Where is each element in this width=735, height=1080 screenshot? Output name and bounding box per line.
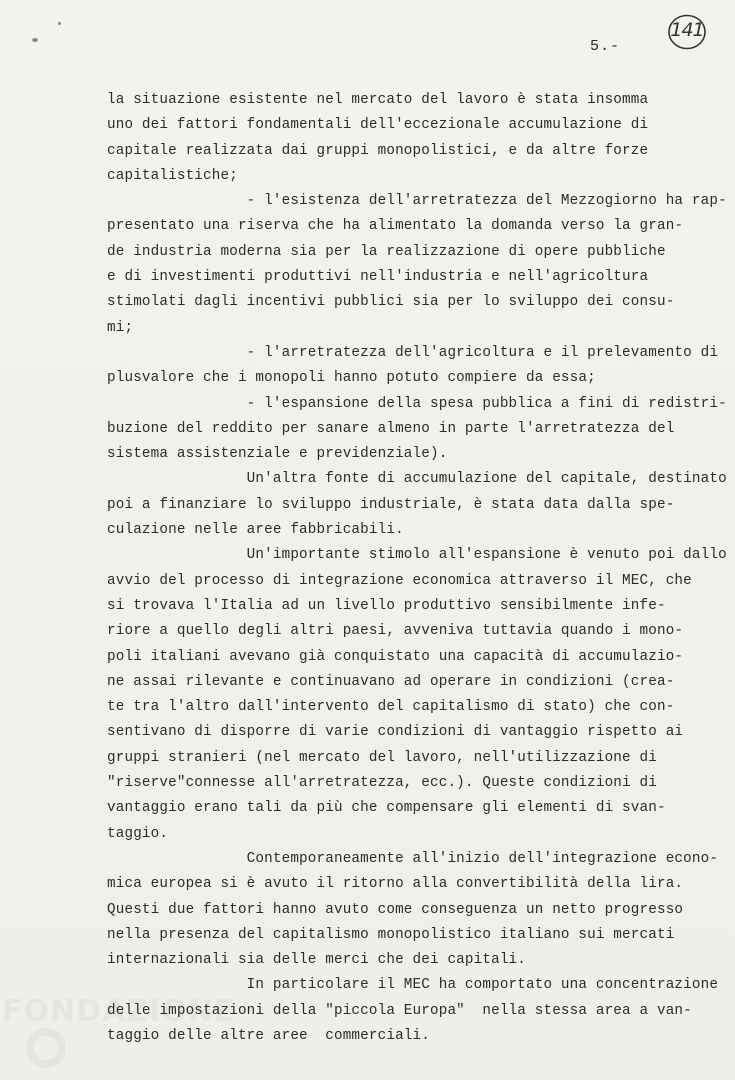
page-number: 5.- — [590, 38, 621, 55]
text-line: "riserve"connesse all'arretratezza, ecc.). Queste condizioni di — [107, 775, 657, 792]
ink-speck — [58, 22, 61, 25]
text-line: de industria moderna sia per la realizzazione di opere pubbliche — [107, 243, 666, 260]
text-line: - l'arretratezza dell'agricoltura e il prelevamento di — [107, 344, 719, 361]
text-line: mica europea si è avuto il ritorno alla convertibilità della lira. — [107, 876, 684, 893]
watermark-logo-icon — [26, 1028, 66, 1068]
text-line: Contemporaneamente all'inizio dell'integrazione econo- — [107, 850, 719, 867]
text-line: capitale realizzata dai gruppi monopolistici, e da altre forze — [107, 142, 649, 159]
typed-text-body — [107, 88, 727, 1049]
text-line: la situazione esistente nel mercato del lavoro è stata insomma — [107, 92, 649, 108]
text-line: poli italiani avevano già conquistato una capacità di accumulazio- — [107, 648, 684, 665]
text-line: - l'espansione della spesa pubblica a fini di redistri- — [107, 395, 727, 412]
text-line: internazionali sia delle merci che dei capitali. — [107, 952, 527, 969]
text-line: poi a finanziare lo sviluppo industriale, è stata data dalla spe- — [107, 496, 675, 513]
text-line: culazione nelle aree fabbricabili. — [107, 522, 404, 539]
text-line: Un'altra fonte di accumulazione del capitale, destinato — [107, 471, 727, 488]
text-line: taggio delle altre aree commerciali. — [107, 1027, 430, 1044]
text-line: - l'esistenza dell'arretratezza del Mezzogiorno ha rap- — [107, 193, 727, 210]
text-line: Un'importante stimolo all'espansione è venuto poi dallo — [107, 547, 727, 564]
text-line: stimolati dagli incentivi pubblici sia per lo sviluppo dei consu- — [107, 294, 675, 311]
text-line: plusvalore che i monopoli hanno potuto compiere da essa; — [107, 370, 596, 387]
text-line: In particolare il MEC ha comportato una concentrazione — [107, 977, 719, 994]
text-line: taggio. — [107, 825, 169, 842]
text-line: capitalistiche; — [107, 167, 238, 184]
text-line: riore a quello degli altri paesi, avveniva tuttavia quando i mono- — [107, 623, 684, 640]
text-line: avvio del processo di integrazione economica attraverso il MEC, che — [107, 572, 692, 589]
text-line: presentato una riserva che ha alimentato la domanda verso la gran- — [107, 218, 684, 235]
text-line: buzione del reddito per sanare almeno in parte l'arretratezza del — [107, 420, 675, 437]
folio-stamp — [667, 13, 707, 51]
text-line: sistema assistenziale e previdenziale). — [107, 446, 448, 463]
folio-number: 141 — [670, 19, 704, 41]
text-line: gruppi stranieri (nel mercato del lavoro, nell'utilizzazione di — [107, 749, 657, 766]
text-line: sentivano di disporre di varie condizioni di vantaggio rispetto ai — [107, 724, 684, 741]
text-line: Questi due fattori hanno avuto come conseguenza un netto progresso — [107, 901, 684, 918]
ink-speck — [32, 38, 38, 42]
text-line: uno dei fattori fondamentali dell'eccezionale accumulazione di — [107, 117, 649, 134]
text-line: te tra l'altro dall'intervento del capitalismo di stato) che con- — [107, 699, 675, 716]
text-line: si trovava l'Italia ad un livello produttivo sensibilmente infe- — [107, 597, 666, 614]
text-line: nella presenza del capitalismo monopolistico italiano sui mercati — [107, 926, 675, 943]
text-line: e di investimenti produttivi nell'industria e nell'agricoltura — [107, 269, 649, 286]
watermark-text: FONDAZIONE — [2, 994, 236, 1029]
text-line: mi; — [107, 319, 134, 336]
text-line: ne assai rilevante e continuavano ad operare in condizioni (crea- — [107, 673, 675, 690]
text-line: delle impostazioni della "piccola Europa" nella stessa area a van- — [107, 1002, 692, 1019]
text-line: vantaggio erano tali da più che compensare gli elementi di svan- — [107, 800, 666, 817]
